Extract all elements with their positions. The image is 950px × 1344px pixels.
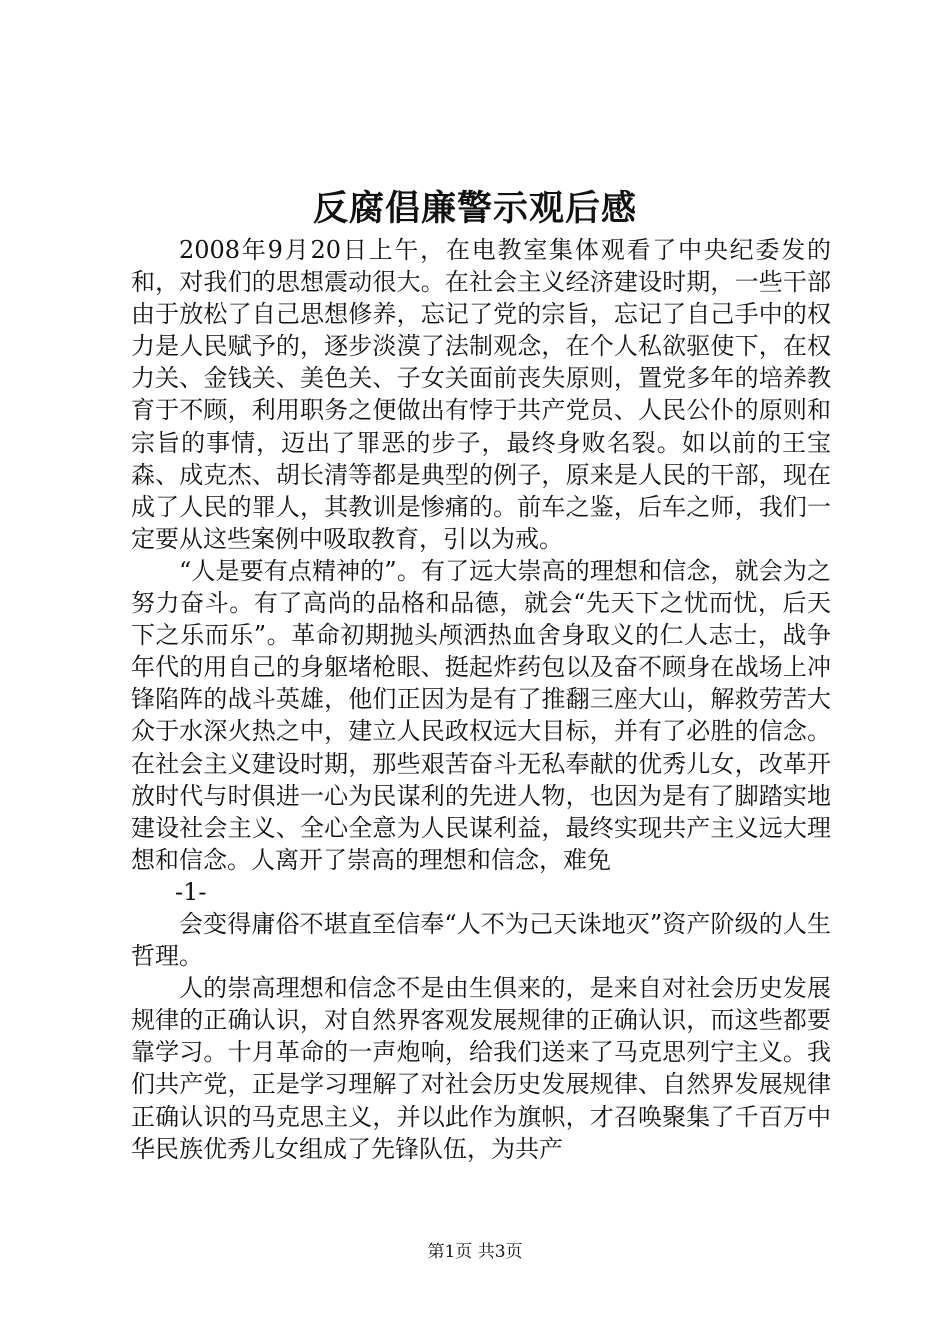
paragraph-2: “人是要有点精神的”。有了远大崇高的理想和信念，就会为之努力奋斗。有了高尚的品格和品德，就会“先天下之忧而忧，后天下之乐而乐”。革命初期抛头颅洒热血舍身取义的仁人志士，战争年代的用自己的身躯堵枪眼、挺起炸药包以及奋不顾身在战场上冲锋陷阵的战斗英雄，他们正因为是有了推翻三座大山，解救劳苦大众于水深火热之中，建立人民政权远大目标，并有了必胜的信念。在社会主义建设时期，那些艰苦奋斗无私奉献的优秀儿女，改革开放时代与时俱进一心为民谋利的先进人物，也因为是有了脚踏实地建设社会主义、全心全意为人民谋利益，最终实现共产主义远大理想和信念。人离开了崇高的理想和信念，难免 xyxy=(131,556,831,874)
document-body xyxy=(131,234,831,1165)
paragraph-3: 会变得庸俗不堪直至信奉“人不为己天诛地灭”资产阶级的人生哲理。 xyxy=(131,909,831,971)
page-footer: 第1页 共3页 xyxy=(427,1242,523,1262)
paragraph-4: 人的崇高理想和信念不是由生俱来的，是来自对社会历史发展规律的正确认识，对自然界客观发展规律的正确认识，而这些都要靠学习。十月革命的一声炮响，给我们送来了马克思列宁主义。我们共产党，正是学习理解了对社会历史发展规律、自然界发展规律正确认识的马克思主义，并以此作为旗帜，才召唤聚集了千百万中华民族优秀儿女组成了先锋队伍，为共产 xyxy=(131,974,831,1163)
inline-page-number: -1- xyxy=(175,877,207,906)
paragraph-1: 2008年9月20日上午，在电教室集体观看了中央纪委发的和，对我们的思想震动很大。在社会主义经济建设时期，一些干部由于放松了自己思想修养，忘记了党的宗旨，忘记了自己手中的权力是人民赋予的，逐步淡漠了法制观念，在个人私欲驱使下，在权力关、金钱关、美色关、子女关面前丧失原则，置党多年的培养教育于不顾，利用职务之便做出有悖于共产党员、人民公仆的原则和宗旨的事情，迈出了罪恶的步子，最终身败名裂。如以前的王宝森、成克杰、胡长清等都是典型的例子，原来是人民的干部，现在成了人民的罪人，其教训是惨痛的。前车之鉴，后车之师，我们一定要从这些案例中吸取教育，引以为戒。 xyxy=(131,236,831,553)
document-title: 反腐倡廉警示观后感 xyxy=(312,188,637,229)
